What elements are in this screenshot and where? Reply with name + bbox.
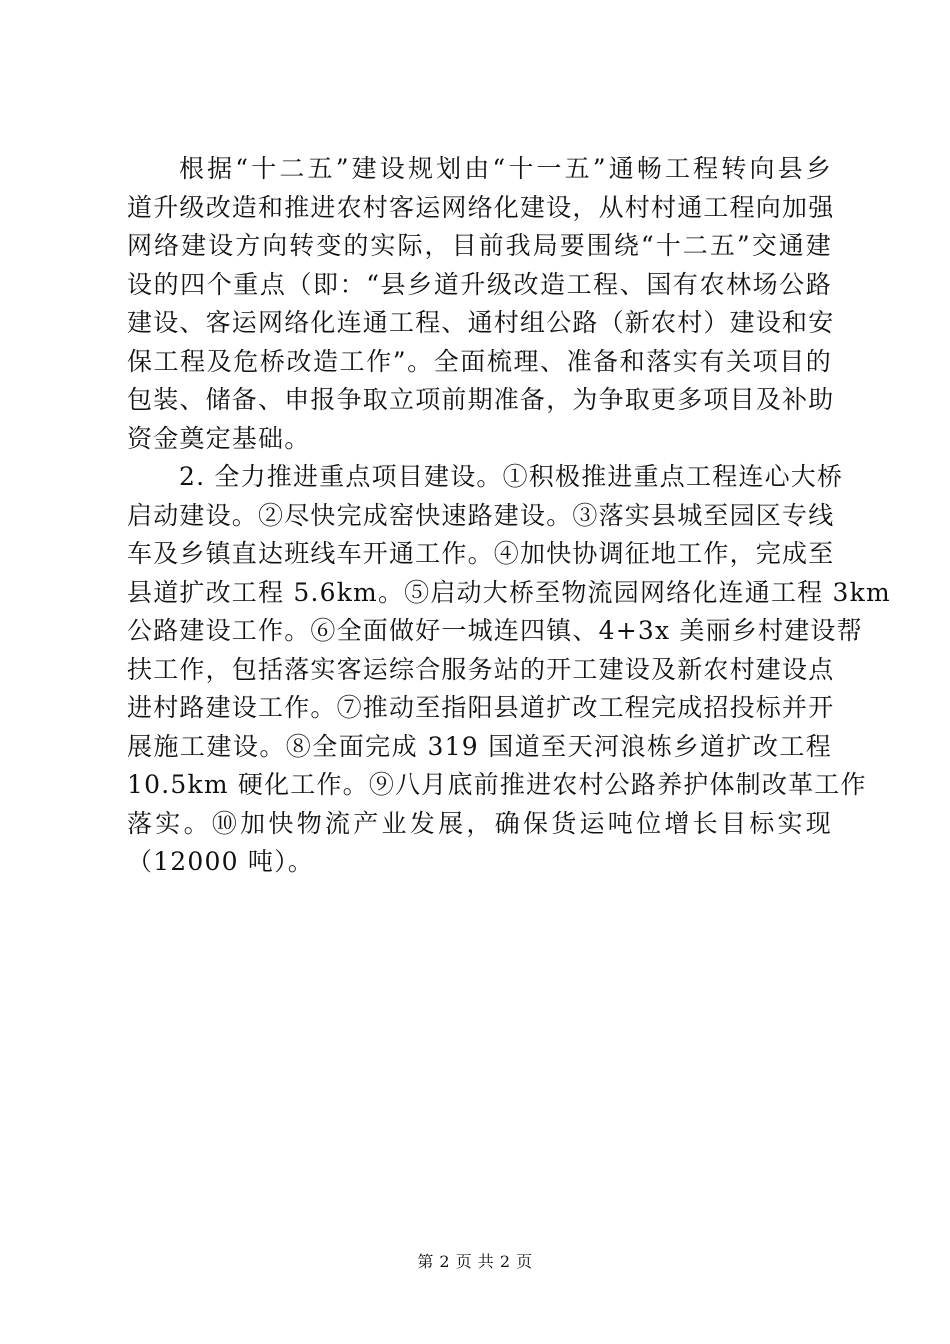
page-number-label: 第 2 页 共 2 页	[417, 1252, 533, 1271]
text-line: 公路建设工作。⑥全面做好一城连四镇、4+3x 美丽乡村建设帮	[127, 616, 863, 645]
text-line: 扶工作，包括落实客运综合服务站的开工建设及新农村建设点	[127, 654, 835, 684]
paragraph-1	[127, 150, 835, 458]
text-line: 车及乡镇直达班线车开通工作。④加快协调征地工作，完成至	[127, 539, 835, 568]
text-line: 保工程及危桥改造工作”。全面梳理、准备和落实有关项目的	[127, 346, 832, 376]
page-footer	[0, 1249, 950, 1272]
text-line: 设的四个重点（即：“县乡道升级改造工程、国有农林场公路	[127, 269, 832, 299]
body-text	[127, 150, 891, 882]
text-line: 展施工建设。⑧全面完成 319 国道至天河浪栋乡道扩改工程	[127, 731, 832, 761]
text-line: （12000 吨）。	[127, 847, 314, 876]
text-line: 10.5km 硬化工作。⑨八月底前推进农村公路养护体制改革工作	[127, 770, 867, 799]
text-line: 网络建设方向转变的实际，目前我局要围绕“十二五”交通建	[127, 231, 832, 260]
text-line: 县道扩改工程 5.6km。⑤启动大桥至物流园网络化连通工程 3km	[127, 577, 891, 607]
text-line: 道升级改造和推进农村客运网络化建设，从村村通工程向加强	[127, 192, 835, 222]
text-line: 根据“十二五”建设规划由“十一五”通畅工程转向县乡	[179, 154, 832, 183]
text-line: 落实。⑩加快物流产业发展，确保货运吨位增长目标实现	[127, 808, 832, 838]
text-line: 包装、储备、申报争取立项前期准备，为争取更多项目及补助	[127, 385, 835, 414]
text-line: 资金奠定基础。	[127, 423, 311, 453]
text-line: 2. 全力推进重点项目建设。①积极推进重点工程连心大桥	[179, 462, 844, 491]
paragraph-2	[127, 458, 891, 882]
text-line: 建设、客运网络化连通工程、通村组公路（新农村）建设和安	[127, 308, 835, 337]
text-line: 启动建设。②尽快完成窑快速路建设。③落实县城至园区专线	[127, 500, 835, 530]
text-line: 进村路建设工作。⑦推动至指阳县道扩改工程完成招投标并开	[127, 693, 835, 722]
